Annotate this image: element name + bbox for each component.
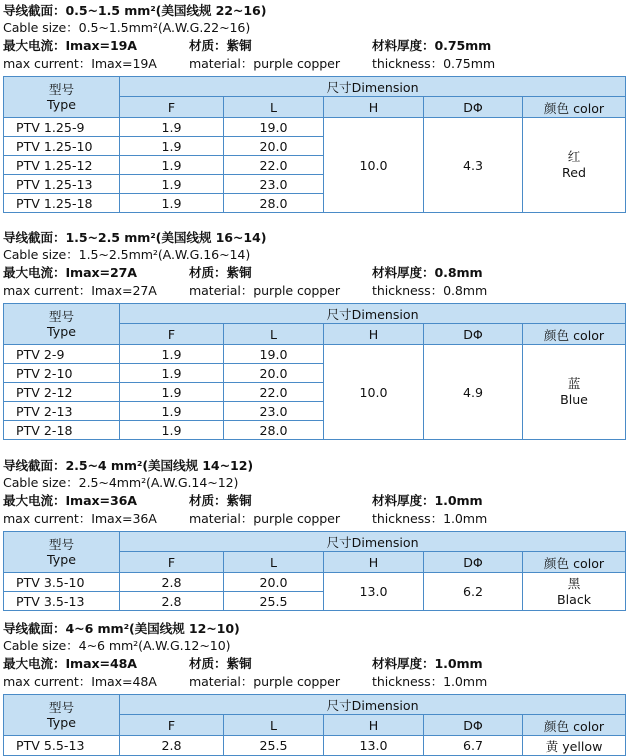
f-header: F: [120, 552, 224, 573]
max-current-cn: 最大电流：Imax=27A: [3, 265, 137, 280]
material-cn: 材质：紫铜: [189, 38, 252, 53]
l-cell: 22.0: [224, 156, 324, 175]
thickness-en: thickness：1.0mm: [372, 674, 488, 689]
f-cell: 1.9: [120, 421, 224, 440]
max-current-en: max current：Imax=36A: [3, 511, 157, 526]
max-current-cn: 最大电流：Imax=19A: [3, 38, 137, 53]
wire-size-en: Cable size：1.5~2.5mm²(A.W.G.16~14): [3, 247, 251, 262]
color-header: 颜色 color: [523, 715, 626, 736]
l-header: L: [224, 552, 324, 573]
dimension-table-1: [3, 76, 626, 213]
color-cn: 蓝: [567, 376, 581, 391]
d-cell: 6.2: [424, 573, 523, 611]
thickness-en: thickness：0.8mm: [372, 283, 488, 298]
h-cell: 10.0: [324, 118, 424, 213]
d-header: DΦ: [424, 97, 523, 118]
wire-size-cn: 导线截面：0.5~1.5 mm²(美国线规 22~16): [3, 3, 267, 18]
material-cn: 材质：紫铜: [189, 493, 252, 508]
color-cell: [523, 345, 626, 440]
type-header: [4, 77, 120, 118]
h-header: H: [324, 552, 424, 573]
type-cell: PTV 1.25-13: [4, 175, 120, 194]
max-current-en: max current：Imax=27A: [3, 283, 157, 298]
f-cell: 1.9: [120, 383, 224, 402]
d-cell: 4.9: [424, 345, 523, 440]
thickness-en: thickness：0.75mm: [372, 56, 496, 71]
section-2: [0, 227, 628, 440]
current-material-thickness-en: [3, 282, 623, 299]
f-cell: 1.9: [120, 194, 224, 213]
d-header: DΦ: [424, 552, 523, 573]
type-header-en: Type: [47, 715, 76, 730]
current-material-thickness-cn: [3, 655, 623, 672]
type-cell: PTV 1.25-10: [4, 137, 120, 156]
l-header: L: [224, 97, 324, 118]
thickness-cn: 材料厚度：0.75mm: [372, 38, 492, 53]
material-en: material：purple copper: [189, 283, 340, 298]
d-cell: 4.3: [424, 118, 523, 213]
color-cn: 红: [567, 149, 581, 164]
h-cell: 13.0: [324, 573, 424, 611]
color-cn: 黑: [567, 575, 581, 591]
type-cell: PTV 5.5-13: [4, 736, 120, 756]
l-cell: 28.0: [224, 421, 324, 440]
material-en: material：purple copper: [189, 674, 340, 689]
current-material-thickness-en: [3, 55, 623, 72]
color-cell: [523, 118, 626, 213]
type-cell: PTV 1.25-12: [4, 156, 120, 175]
type-cell: PTV 2-10: [4, 364, 120, 383]
dimension-table-2: [3, 303, 626, 440]
d-cell: 6.7: [424, 736, 523, 756]
section-3: [0, 455, 628, 611]
d-header: DΦ: [424, 324, 523, 345]
h-cell: 10.0: [324, 345, 424, 440]
l-cell: 23.0: [224, 402, 324, 421]
l-cell: 25.5: [224, 592, 324, 611]
material-en: material：purple copper: [189, 511, 340, 526]
current-material-thickness-cn: [3, 264, 623, 281]
type-header-en: Type: [47, 324, 76, 339]
h-header: H: [324, 97, 424, 118]
type-header-en: Type: [47, 97, 76, 112]
color-cell: 黄 yellow: [523, 736, 626, 756]
f-cell: 2.8: [120, 736, 224, 756]
type-cell: PTV 3.5-10: [4, 573, 120, 592]
d-header: DΦ: [424, 715, 523, 736]
dimension-header: 尺寸Dimension: [120, 695, 626, 715]
color-header: 颜色 color: [523, 324, 626, 345]
section-1: [0, 0, 628, 213]
color-cell: [523, 573, 626, 611]
thickness-cn: 材料厚度：0.8mm: [372, 265, 483, 280]
dimension-table-4: [3, 694, 626, 756]
wire-size-cn: 导线截面：4~6 mm²(美国线规 12~10): [3, 621, 240, 636]
type-header-cn: 型号: [48, 309, 75, 324]
l-cell: 22.0: [224, 383, 324, 402]
type-cell: PTV 3.5-13: [4, 592, 120, 611]
spec-block-4: [0, 618, 628, 694]
color-en: Red: [562, 165, 586, 180]
spec-block-1: [0, 0, 628, 76]
thickness-cn: 材料厚度：1.0mm: [372, 493, 483, 508]
type-cell: PTV 2-9: [4, 345, 120, 364]
f-header: F: [120, 97, 224, 118]
l-header: L: [224, 324, 324, 345]
wire-size-en: Cable size：2.5~4mm²(A.W.G.14~12): [3, 475, 239, 490]
f-cell: 1.9: [120, 156, 224, 175]
material-cn: 材质：紫铜: [189, 265, 252, 280]
max-current-cn: 最大电流：Imax=48A: [3, 656, 137, 671]
f-cell: 1.9: [120, 118, 224, 137]
table-row: [4, 118, 626, 137]
l-cell: 20.0: [224, 137, 324, 156]
max-current-en: max current：Imax=48A: [3, 674, 157, 689]
current-material-thickness-cn: [3, 37, 623, 54]
material-en: material：purple copper: [189, 56, 340, 71]
f-cell: 1.9: [120, 175, 224, 194]
thickness-cn: 材料厚度：1.0mm: [372, 656, 483, 671]
dimension-table-3: [3, 531, 626, 611]
f-header: F: [120, 324, 224, 345]
material-cn: 材质：紫铜: [189, 656, 252, 671]
wire-size-en: Cable size：4~6 mm²(A.W.G.12~10): [3, 638, 231, 653]
type-cell: PTV 2-12: [4, 383, 120, 402]
type-header: [4, 532, 120, 573]
section-4: [0, 618, 628, 756]
l-header: L: [224, 715, 324, 736]
h-header: H: [324, 324, 424, 345]
type-cell: PTV 2-18: [4, 421, 120, 440]
color-en: Black: [556, 591, 592, 607]
color-header: 颜色 color: [523, 97, 626, 118]
f-cell: 2.8: [120, 573, 224, 592]
h-cell: 13.0: [324, 736, 424, 756]
dimension-header: 尺寸Dimension: [120, 77, 626, 97]
color-en: Blue: [560, 392, 588, 407]
l-cell: 28.0: [224, 194, 324, 213]
f-header: F: [120, 715, 224, 736]
l-cell: 20.0: [224, 573, 324, 592]
type-header: [4, 695, 120, 736]
wire-size-cn: 导线截面：1.5~2.5 mm²(美国线规 16~14): [3, 230, 267, 245]
spec-block-2: [0, 227, 628, 303]
type-header-cn: 型号: [48, 537, 75, 552]
wire-size-en: Cable size：0.5~1.5mm²(A.W.G.22~16): [3, 20, 251, 35]
type-cell: PTV 1.25-9: [4, 118, 120, 137]
f-cell: 1.9: [120, 137, 224, 156]
type-header-cn: 型号: [48, 82, 75, 97]
type-cell: PTV 2-13: [4, 402, 120, 421]
f-cell: 1.9: [120, 364, 224, 383]
type-header: [4, 304, 120, 345]
table-row: [4, 736, 626, 756]
wire-size-cn: 导线截面：2.5~4 mm²(美国线规 14~12): [3, 458, 254, 473]
type-header-cn: 型号: [48, 700, 75, 715]
f-cell: 1.9: [120, 402, 224, 421]
h-header: H: [324, 715, 424, 736]
table-row: [4, 573, 626, 592]
l-cell: 25.5: [224, 736, 324, 756]
l-cell: 20.0: [224, 364, 324, 383]
spec-block-3: [0, 455, 628, 531]
color-header: 颜色 color: [523, 552, 626, 573]
l-cell: 19.0: [224, 345, 324, 364]
type-header-en: Type: [47, 552, 76, 567]
max-current-cn: 最大电流：Imax=36A: [3, 493, 137, 508]
dimension-header: 尺寸Dimension: [120, 304, 626, 324]
f-cell: 1.9: [120, 345, 224, 364]
l-cell: 19.0: [224, 118, 324, 137]
current-material-thickness-cn: [3, 492, 623, 509]
current-material-thickness-en: [3, 673, 623, 690]
type-cell: PTV 1.25-18: [4, 194, 120, 213]
current-material-thickness-en: [3, 510, 623, 527]
table-row: [4, 345, 626, 364]
thickness-en: thickness：1.0mm: [372, 511, 488, 526]
max-current-en: max current：Imax=19A: [3, 56, 157, 71]
dimension-header: 尺寸Dimension: [120, 532, 626, 552]
f-cell: 2.8: [120, 592, 224, 611]
l-cell: 23.0: [224, 175, 324, 194]
